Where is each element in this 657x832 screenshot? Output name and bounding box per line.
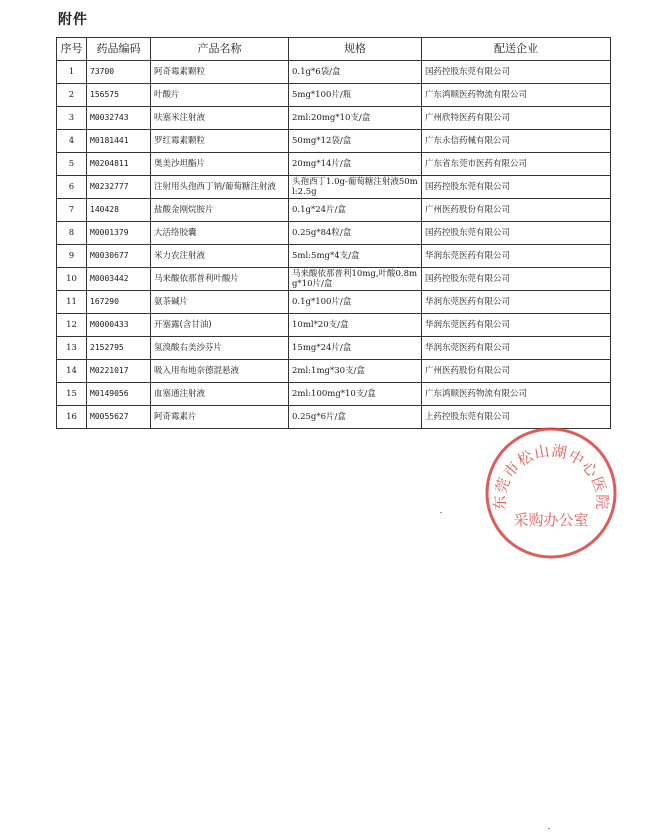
header-code: 药品编码 [87,38,151,61]
cell-seq: 15 [57,383,87,406]
cell-product-name: 米力农注射液 [151,245,289,268]
cell-product-name: 叶酸片 [151,84,289,107]
cell-seq: 5 [57,153,87,176]
cell-code: M0149056 [87,383,151,406]
cell-vendor: 广东永信药械有限公司 [422,130,611,153]
cell-code: 2152795 [87,337,151,360]
cell-code: 167290 [87,291,151,314]
header-vendor: 配送企业 [422,38,611,61]
cell-seq: 10 [57,268,87,291]
header-seq: 序号 [57,38,87,61]
table-row [57,153,611,176]
cell-spec: 50mg*12袋/盒 [289,130,422,153]
cell-code: 156575 [87,84,151,107]
cell-code: M0055627 [87,406,151,429]
cell-vendor: 广州医药股份有限公司 [422,199,611,222]
cell-spec: 10ml*20支/盒 [289,314,422,337]
cell-vendor: 广州欣特医药有限公司 [422,107,611,130]
table-row [57,199,611,222]
cell-seq: 11 [57,291,87,314]
official-seal [483,425,619,561]
cell-code: M0032743 [87,107,151,130]
table-row [57,268,611,291]
table-row [57,383,611,406]
scan-speck [548,828,550,829]
cell-vendor: 国药控股东莞有限公司 [422,61,611,84]
cell-code: 73700 [87,61,151,84]
header-product-name: 产品名称 [151,38,289,61]
cell-product-name: 马来酸依那普利叶酸片 [151,268,289,291]
seal-center-text: 采购办公室 [513,511,589,529]
cell-vendor: 广东鸿顺医药物流有限公司 [422,84,611,107]
cell-seq: 2 [57,84,87,107]
drug-table [56,37,611,429]
table-row [57,107,611,130]
cell-spec: 0.1g*6袋/盒 [289,61,422,84]
cell-product-name: 氨茶碱片 [151,291,289,314]
table-row [57,291,611,314]
table-row [57,222,611,245]
cell-spec: 2ml:1mg*30支/盒 [289,360,422,383]
cell-seq: 16 [57,406,87,429]
cell-spec: 马来酸依那普利10mg,叶酸0.8mg*10片/盒 [289,268,422,291]
cell-vendor: 国药控股东莞有限公司 [422,268,611,291]
cell-vendor: 广州医药股份有限公司 [422,360,611,383]
table-row [57,61,611,84]
cell-product-name: 血塞通注射液 [151,383,289,406]
cell-spec: 0.1g*24片/盒 [289,199,422,222]
cell-product-name: 奥美沙坦酯片 [151,153,289,176]
cell-product-name: 开塞露(含甘油) [151,314,289,337]
cell-vendor: 广东省东莞市医药有限公司 [422,153,611,176]
cell-seq: 1 [57,61,87,84]
cell-code: M0181441 [87,130,151,153]
cell-vendor: 华润东莞医药有限公司 [422,337,611,360]
cell-seq: 6 [57,176,87,199]
cell-spec: 5mg*100片/瓶 [289,84,422,107]
header-spec: 规格 [289,38,422,61]
cell-spec: 头孢西丁1.0g-葡萄糖注射液50ml:2.5g [289,176,422,199]
cell-spec: 0.25g*84粒/盒 [289,222,422,245]
table-row [57,245,611,268]
cell-spec: 0.25g*6片/盒 [289,406,422,429]
cell-code: M0030677 [87,245,151,268]
table-row [57,337,611,360]
cell-seq: 8 [57,222,87,245]
cell-code: M0000433 [87,314,151,337]
cell-vendor: 国药控股东莞有限公司 [422,176,611,199]
cell-seq: 13 [57,337,87,360]
cell-product-name: 注射用头孢西丁钠/葡萄糖注射液 [151,176,289,199]
cell-seq: 9 [57,245,87,268]
table-header-row [57,38,611,61]
cell-code: 140428 [87,199,151,222]
cell-vendor: 华润东莞医药有限公司 [422,245,611,268]
table-row [57,360,611,383]
cell-code: M0204811 [87,153,151,176]
cell-spec: 2ml:20mg*10支/盒 [289,107,422,130]
table-row [57,84,611,107]
table-row [57,130,611,153]
cell-product-name: 阿奇霉素颗粒 [151,61,289,84]
cell-vendor: 华润东莞医药有限公司 [422,291,611,314]
cell-seq: 3 [57,107,87,130]
seal-arc-text: 东莞市松山湖中心医院 [490,441,612,511]
cell-vendor: 广东鸿顺医药物流有限公司 [422,383,611,406]
table-body [57,61,611,429]
cell-product-name: 盐酸金刚烷胺片 [151,199,289,222]
cell-seq: 7 [57,199,87,222]
cell-product-name: 大活络胶囊 [151,222,289,245]
cell-code: M0232777 [87,176,151,199]
cell-product-name: 氢溴酸右美沙芬片 [151,337,289,360]
cell-spec: 0.1g*100片/盒 [289,291,422,314]
cell-product-name: 阿奇霉素片 [151,406,289,429]
cell-product-name: 罗红霉素颗粒 [151,130,289,153]
cell-spec: 20mg*14片/盒 [289,153,422,176]
cell-spec: 15mg*24片/盒 [289,337,422,360]
cell-code: M0003442 [87,268,151,291]
cell-spec: 2ml:100mg*10支/盒 [289,383,422,406]
cell-vendor: 上药控股东莞有限公司 [422,406,611,429]
cell-seq: 4 [57,130,87,153]
cell-vendor: 华润东莞医药有限公司 [422,314,611,337]
cell-product-name: 呋塞米注射液 [151,107,289,130]
table-row [57,176,611,199]
table-row [57,314,611,337]
cell-code: M0221017 [87,360,151,383]
cell-vendor: 国药控股东莞有限公司 [422,222,611,245]
attachment-title: 附件 [58,12,88,28]
scan-speck [440,512,442,513]
cell-code: M0001379 [87,222,151,245]
cell-product-name: 吸入用布地奈德混悬液 [151,360,289,383]
cell-spec: 5ml:5mg*4支/盒 [289,245,422,268]
cell-seq: 12 [57,314,87,337]
cell-seq: 14 [57,360,87,383]
